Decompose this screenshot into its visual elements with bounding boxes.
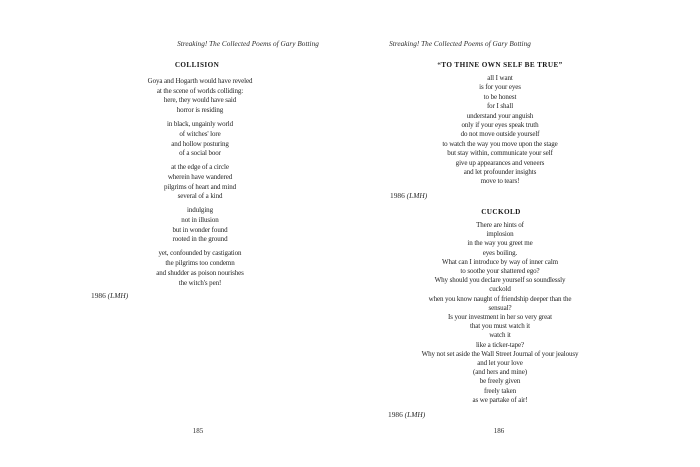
poem-line: indulging [187, 206, 213, 215]
poem-line: pilgrims of heart and mind [163, 182, 237, 191]
poem-line: when you know naught of friendship deeper than the [428, 294, 572, 303]
poem-line: horror is residing [176, 106, 224, 115]
poem-line: do not move outside yourself [460, 130, 540, 139]
stanza [50, 120, 350, 159]
poem-byline [91, 291, 128, 300]
poem-line: only if your eyes speak truth [461, 121, 539, 130]
poem-line: of witches' lore [179, 129, 221, 138]
poem-line: of a social boor [179, 149, 221, 158]
poem-line: that you must watch it [469, 322, 530, 331]
poem-title-collision: COLLISION [174, 61, 220, 69]
poem-byline [390, 191, 427, 200]
byline-attribution: (LMH) [406, 191, 428, 200]
byline-attribution: (LMH) [107, 291, 129, 300]
poem-line: (and hers and mine) [473, 368, 527, 377]
poem-line: understand your anguish [466, 111, 534, 120]
poem-line: at the edge of a circle [171, 163, 229, 172]
poem-line: Why not set aside the Wall Street Journal of your jealousy [421, 349, 579, 358]
poem-line: but in wonder found [172, 225, 228, 234]
poem-line: and let profounder insights [463, 168, 537, 177]
poem-line: to watch the way you move upon the stage [442, 139, 558, 148]
poem-line: in the way you greet me [467, 239, 533, 248]
stanza [50, 163, 350, 202]
running-header: Streaking! The Collected Poems of Gary Botting [389, 40, 531, 48]
poem-line: watch it [489, 331, 511, 340]
poem-line: here, they would have said [163, 96, 237, 105]
poem-line: Goya and Hogarth would have reveled [147, 77, 253, 85]
poem-line: rooted in the ground [172, 235, 228, 244]
poem-line: move to tears! [480, 177, 520, 186]
poem-line: freely taken [483, 386, 517, 395]
poem-line: What can I introduce by way of inner calm [441, 257, 559, 266]
page-number-left: 185 [192, 427, 204, 435]
stanza [50, 249, 350, 288]
poem-line: all I want [487, 74, 513, 82]
byline-year: 1986 [390, 191, 405, 200]
poem-line: but stay within, communicate your self [447, 149, 553, 158]
poem-line: and shudder as poison nourishes [156, 268, 244, 277]
poem-line: give up appearances and veneers [455, 158, 545, 167]
poem-line: implosion [486, 230, 514, 239]
poem-byline [388, 410, 425, 419]
poem-line: There are hints of [476, 221, 524, 229]
poem-line: like a ticker-tape? [475, 340, 525, 349]
byline-attribution: (LMH) [404, 410, 426, 419]
poem-line: cuckold [489, 285, 511, 294]
poem-collision [50, 77, 350, 288]
poem-line: as we partake of air! [472, 395, 528, 404]
poem-line: the witch's pen! [178, 278, 222, 287]
poem-to-thine-own-self [350, 74, 650, 187]
poem-line: be freely given [479, 377, 521, 386]
poem-line: and let your love [477, 359, 523, 368]
poem-cuckold [350, 221, 650, 405]
poem-line: Why should you declare yourself so soundlessly [434, 276, 566, 285]
poem-line: in black, ungainly world [166, 120, 234, 129]
byline-year: 1986 [91, 291, 106, 300]
poem-title-cuckold: CUCKOLD [481, 208, 521, 216]
poem-line: at the scene of worlds colliding: [156, 86, 244, 95]
poem-line: not in illusion [181, 216, 219, 225]
poem-line: wherein have wandered [167, 172, 233, 181]
page-number-right: 186 [493, 427, 505, 435]
poem-line: several of a kind [177, 192, 223, 201]
poem-line: eyes boiling. [482, 248, 518, 257]
stanza [50, 77, 350, 116]
running-header: Streaking! The Collected Poems of Gary Botting [177, 40, 319, 48]
stanza [50, 206, 350, 245]
poem-line: yet, confounded by castigation [158, 249, 242, 258]
poem-line: to be honest [483, 92, 517, 101]
poem-line: to soothe your shattered ego? [460, 267, 540, 276]
poem-line: and hollow posturing [171, 139, 229, 148]
poem-line: for I shall [486, 102, 514, 111]
poem-line: Is your investment in her so very great [448, 313, 552, 322]
byline-year: 1986 [388, 410, 403, 419]
poem-line: is for your eyes [479, 83, 521, 92]
poem-line: sensual? [488, 303, 512, 312]
poem-title-to-thine-own-self: “TO THINE OWN SELF BE TRUE” [437, 61, 563, 69]
poem-line: the pilgrims too condemn [165, 259, 235, 268]
